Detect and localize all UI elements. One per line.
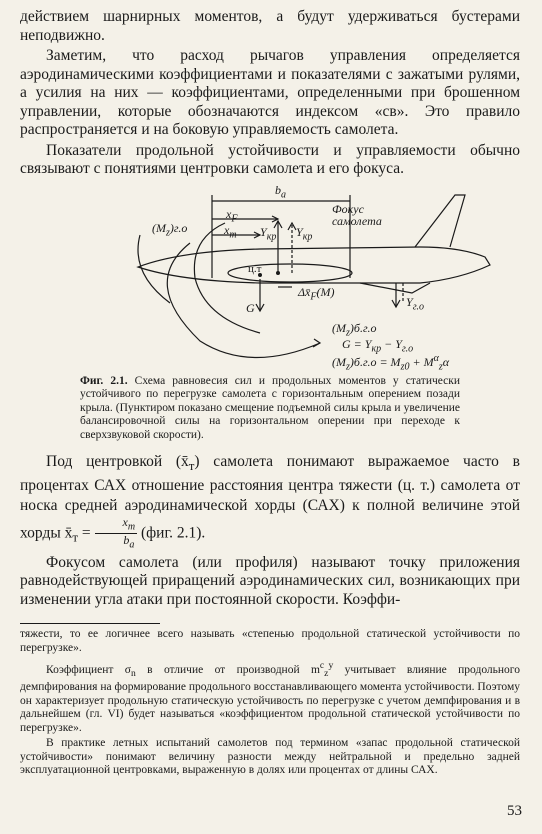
footnote-3: В практике летных испытаний самолетов под термином «запас продольной статической устойчивости» понимают величину разности между нейтральной и предельно задней эксплуатационной центровками, выраженную в долях или процентах от длины САХ. (20, 737, 520, 776)
equation-g: $G = Y_{кр} - Y_{г.о}$ (342, 336, 414, 354)
aircraft-diagram (20, 183, 520, 373)
label-ykr-1: $Y_{кр}$ (260, 224, 277, 242)
footnote-divider (20, 623, 160, 624)
paragraph-3: Показатели продольной устойчивости и управляемости обычно связывают с понятиями центровки самолета и его фокуса. (20, 141, 520, 177)
label-mz-go: $(M_z)г.о$ (152, 220, 188, 238)
label-mz-bgo: $(M_z)б.г.о$ (332, 320, 377, 338)
footnote-2: Коэффициент $\sigma_n$ в отличие от производной $m^c_z^y$ учитывает влияние продольного демпфирования на формирование продольного восстанавливающего момента устойчивости. Поэтому он характеризует продольную статическую устойчивость по перегрузке с учетом демпфирования и в дальнейшем (гл. VI) будет называться «коэффициентом продольной статической устойчивости по перегрузке». (20, 660, 520, 734)
label-focus: Фокус самолета (332, 201, 382, 228)
label-ba: $b_a$ (275, 182, 286, 200)
equation-moment: $(M_z)б.г.о = M_{z0} + M^\alpha_z\alpha$ (332, 352, 450, 372)
paragraph-5: Фокусом самолета (или профиля) называют точку приложения равнодействующей приращений аэродинамических сил, возникающих при изменении угла атаки при постоянной скорости. Коэффи- (20, 553, 520, 608)
figure-2-1 (20, 183, 520, 373)
label-xt: $x_т$ (224, 222, 237, 240)
paragraph-2: Заметим, что расход рычагов управления определяется аэродинамическими коэффициентами и показателями с зажатыми рулями, а усилия на них — коэффициентами, определенными при брошенном управлении, которые обозначаются индексом «св». Это правило распространяется и на боковую управляемость самолета. (20, 47, 520, 138)
page-content (20, 8, 520, 778)
figure-caption: Фиг. 2.1. Схема равновесия сил и продольных моментов у статически устойчивого по перегрузке самолета с горизонтальным оперением позади крыла. (Пунктиром показано смещение подъемной силы крыла и увеличение балансировочной силы на горизонтальном оперении при переходе к сверхзвуковой скорости). (80, 374, 460, 441)
page-number: 53 (507, 803, 522, 819)
paragraph-1: действием шарнирных моментов, а будут удерживаться бустерами неподвижно. (20, 8, 520, 44)
footnote-1: тяжести, то ее логичнее всего называть «степенью продольной статической устойчивости по перегрузке». (20, 628, 520, 654)
fraction-xt-ba: $\frac{x_т}{b_a}$ (95, 516, 138, 552)
label-xf: $x_F$ (226, 206, 238, 224)
label-ygo: $Y_{г.о}$ (406, 294, 424, 312)
caption-label: Фиг. 2.1. (80, 374, 128, 387)
label-g: G (246, 300, 255, 315)
paragraph-4: Под центровкой $(x̄_т)$ самолета понимают выражаемое часто в процентах САХ отношение расстояния центра тяжести (ц. т.) самолета от носка средней аэродинамической хорды (САХ) к полной величине этой хорды $x̄_т$ = $\frac{x_т}{b_a}$ (фиг. 2.1). (20, 453, 520, 551)
label-delta-xf: $\Delta x̄_F(M)$ (298, 284, 335, 302)
label-ykr-2: $Y_{кр}$ (296, 224, 313, 242)
label-ct: ц.т (248, 262, 262, 275)
